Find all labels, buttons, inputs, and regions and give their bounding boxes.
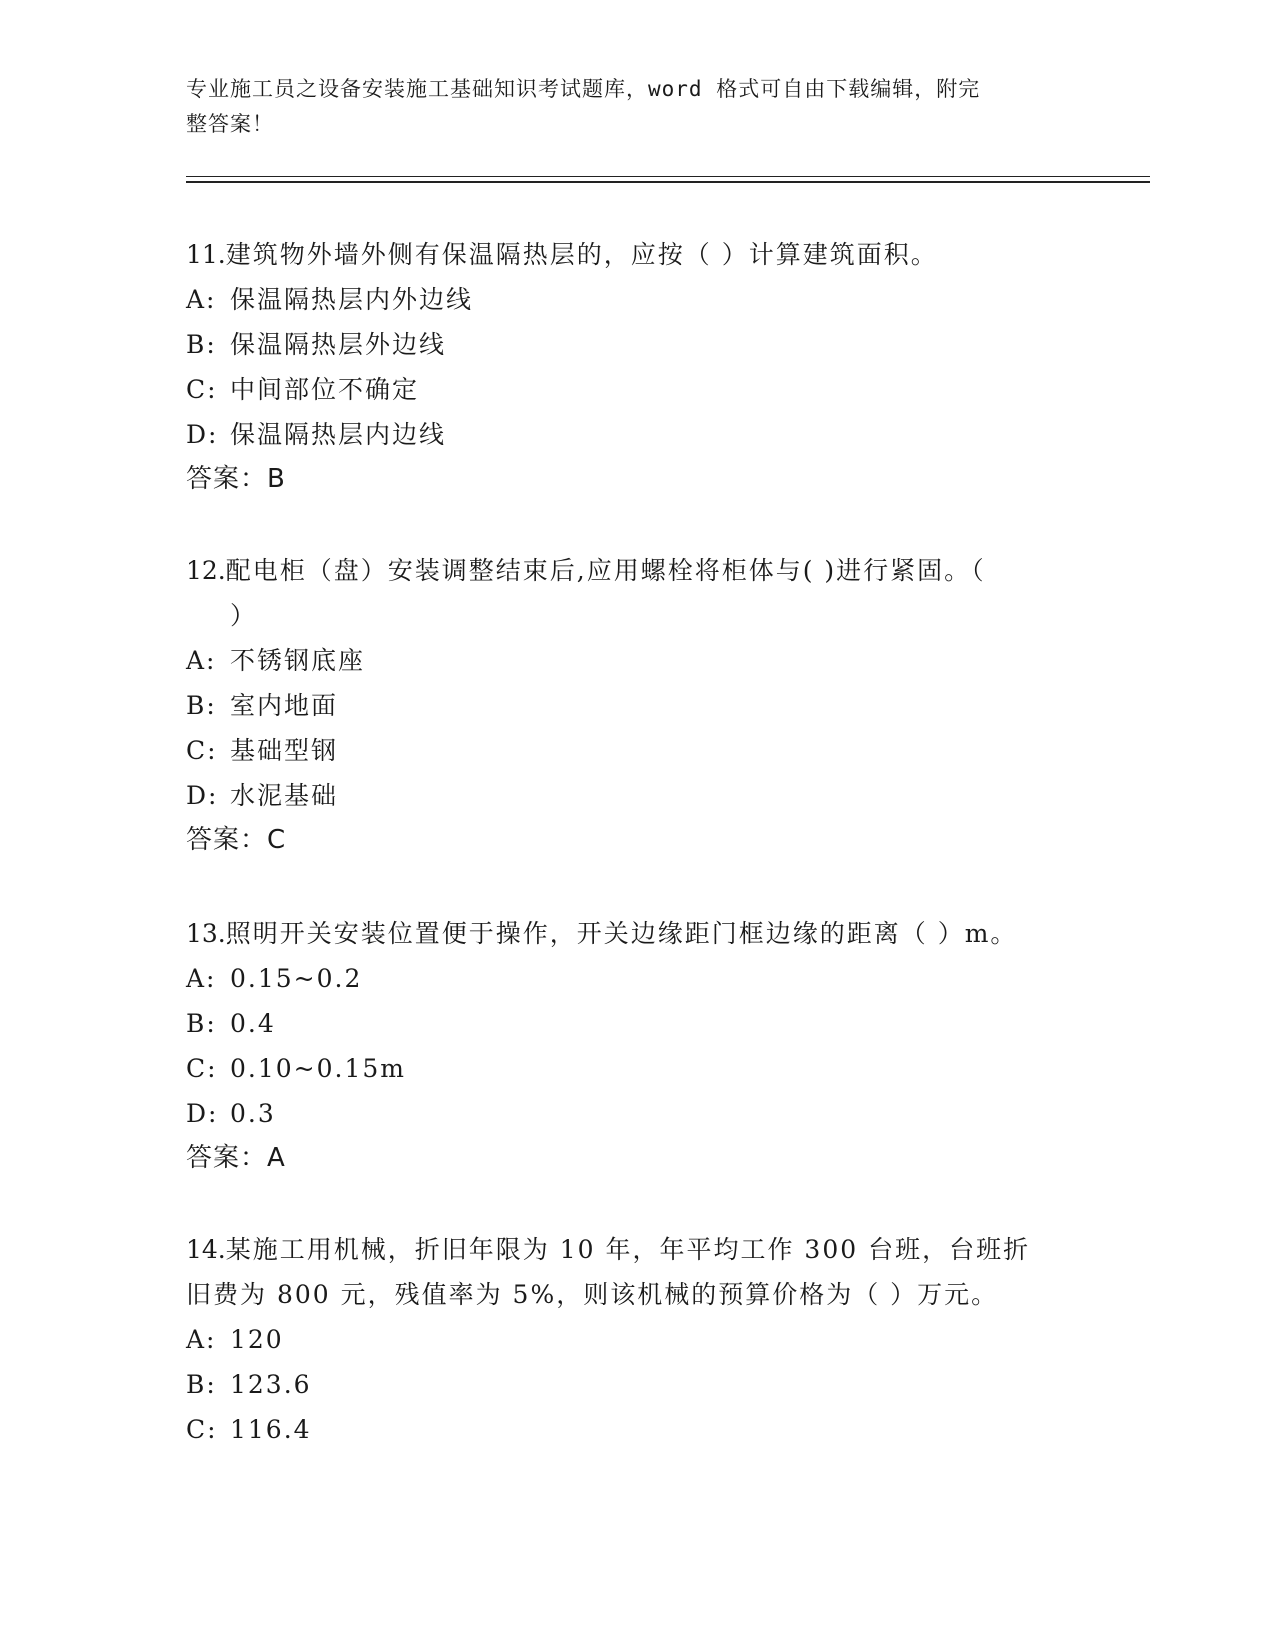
option-letter: A:	[186, 285, 217, 314]
option-letter: B:	[186, 1370, 217, 1399]
question-stem	[186, 911, 1066, 956]
option-letter: B:	[186, 1009, 217, 1038]
option-c	[186, 367, 1066, 412]
question-14	[186, 1227, 1066, 1452]
option-b	[186, 1001, 1066, 1046]
option-c	[186, 728, 1066, 773]
option-text: 0.4	[230, 1009, 276, 1038]
option-text: 123.6	[230, 1370, 312, 1399]
answer-label: 答案：B	[186, 464, 286, 494]
option-letter: B:	[186, 330, 217, 359]
option-letter: A:	[186, 646, 217, 675]
option-d	[186, 1091, 1066, 1136]
header-line-1: 专业施工员之设备安装施工基础知识考试题库，word 格式可自由下载编辑，附完	[186, 77, 981, 101]
document-header	[186, 72, 1066, 142]
option-d	[186, 412, 1066, 457]
option-letter: C:	[186, 375, 218, 404]
option-text: 0.10~0.15m	[230, 1054, 406, 1083]
option-text: 室内地面	[230, 691, 339, 720]
question-text: 配电柜（盘）安装调整结束后,应用螺栓将柜体与( )进行紧固。（	[225, 556, 986, 585]
option-text: 不锈钢底座	[230, 646, 366, 675]
option-letter: C:	[186, 1054, 218, 1083]
question-text: 建筑物外墙外侧有保温隔热层的，应按（ ）计算建筑面积。	[225, 240, 938, 269]
option-b	[186, 322, 1066, 367]
answer-label: 答案：A	[186, 1143, 286, 1173]
question-stem	[186, 232, 1066, 277]
question-text-continued: ）	[230, 601, 258, 630]
option-d	[186, 773, 1066, 818]
question-stem	[186, 548, 1066, 638]
option-a	[186, 1317, 1066, 1362]
header-divider-thick	[186, 181, 1150, 183]
question-stem	[186, 1227, 1066, 1317]
option-letter: B:	[186, 691, 217, 720]
question-number: 14.	[186, 1235, 226, 1264]
option-text: 中间部位不确定	[230, 375, 420, 404]
option-text: 0.3	[230, 1099, 276, 1128]
question-11	[186, 232, 1066, 502]
option-text: 水泥基础	[230, 781, 339, 810]
option-text: 保温隔热层内外边线	[230, 285, 474, 314]
question-13	[186, 911, 1066, 1181]
option-c	[186, 1046, 1066, 1091]
answer-label: 答案：C	[186, 825, 287, 855]
option-text: 基础型钢	[230, 736, 339, 765]
option-a	[186, 956, 1066, 1001]
question-number: 12.	[186, 556, 226, 585]
option-text: 0.15~0.2	[230, 964, 363, 993]
option-letter: A:	[186, 964, 217, 993]
question-number: 11.	[186, 240, 226, 269]
option-letter: D:	[186, 1099, 219, 1128]
question-number: 13.	[186, 919, 226, 948]
option-letter: D:	[186, 420, 219, 449]
question-text: 照明开关安装位置便于操作，开关边缘距门框边缘的距离（ ）m。	[225, 919, 1018, 948]
option-letter: D:	[186, 781, 219, 810]
header-divider-thin	[186, 176, 1150, 177]
option-c	[186, 1407, 1066, 1452]
option-text: 120	[230, 1325, 284, 1354]
question-text-continued: 旧费为 800 元，残值率为 5%，则该机械的预算价格为（ ）万元。	[186, 1280, 999, 1309]
option-letter: A:	[186, 1325, 217, 1354]
option-b	[186, 1362, 1066, 1407]
header-line-2: 整答案！	[186, 112, 274, 136]
question-12	[186, 548, 1066, 863]
option-a	[186, 277, 1066, 322]
option-letter: C:	[186, 1415, 218, 1444]
option-letter: C:	[186, 736, 218, 765]
option-a	[186, 638, 1066, 683]
question-text: 某施工用机械，折旧年限为 10 年，年平均工作 300 台班，台班折	[225, 1235, 1031, 1264]
option-text: 116.4	[230, 1415, 312, 1444]
option-b	[186, 683, 1066, 728]
option-text: 保温隔热层外边线	[230, 330, 447, 359]
option-text: 保温隔热层内边线	[230, 420, 447, 449]
